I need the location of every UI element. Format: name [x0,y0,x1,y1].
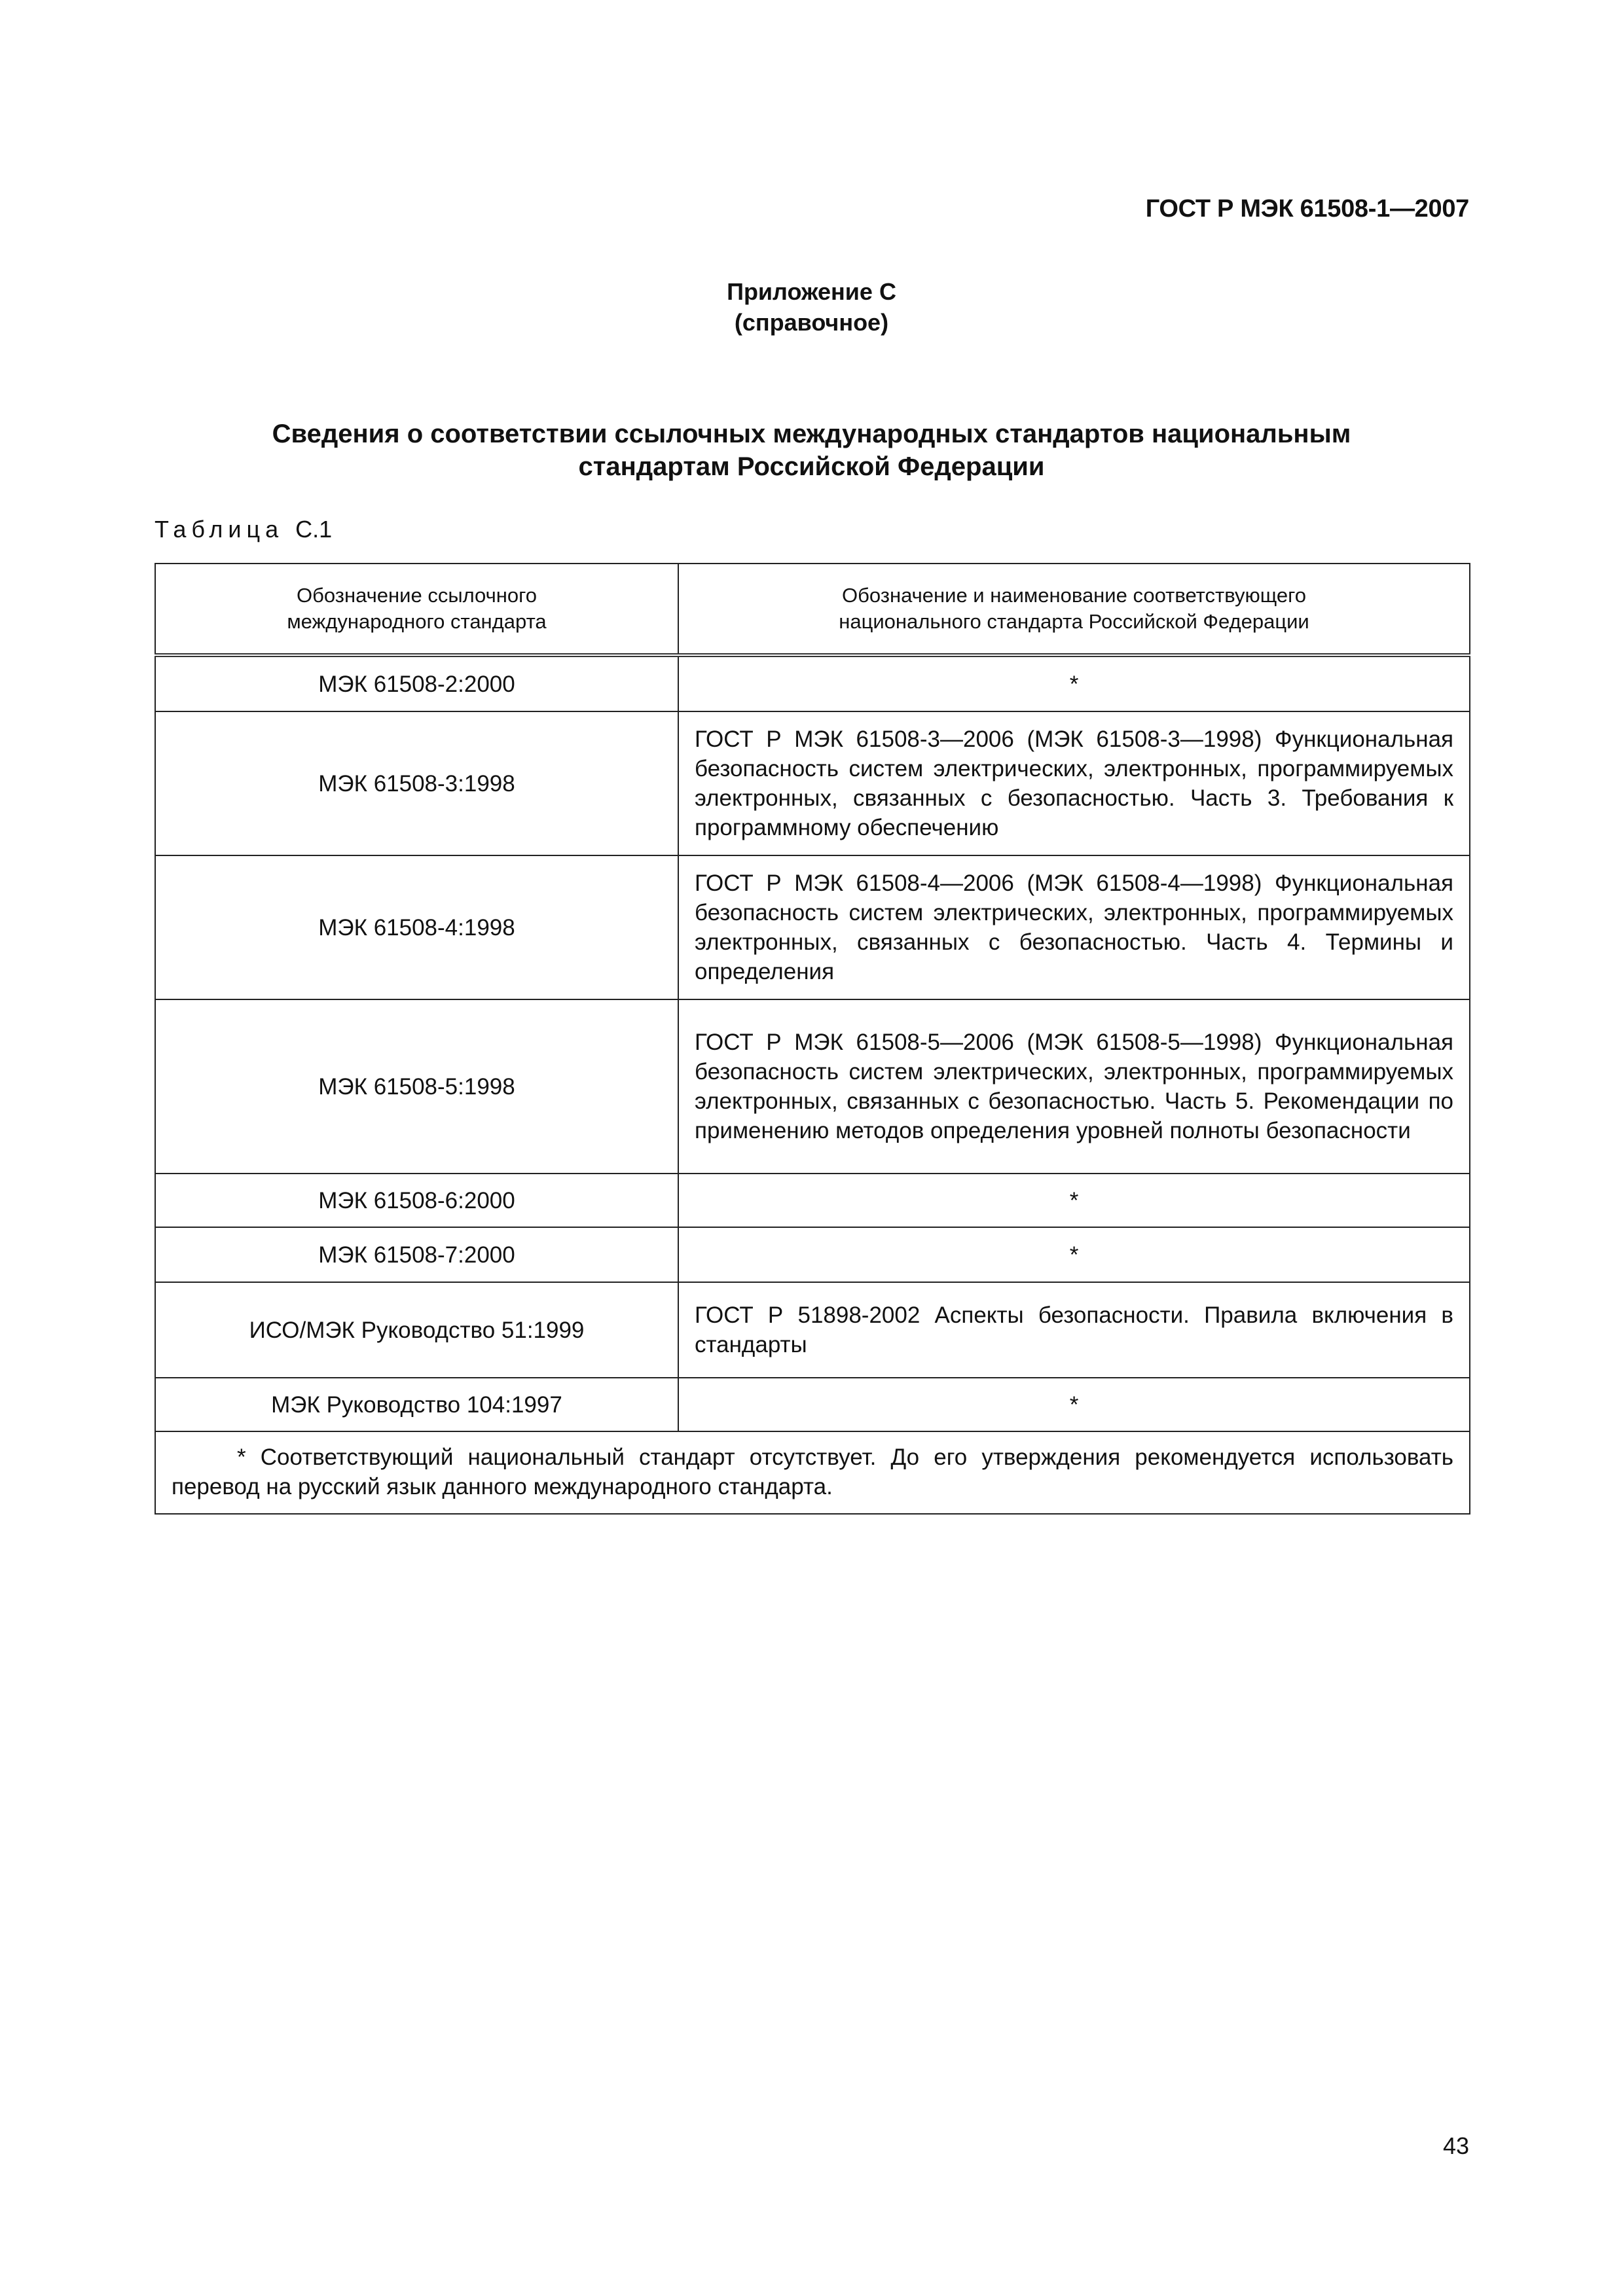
international-standard-cell: ИСО/МЭК Руководство 51:1999 [155,1282,678,1378]
table-row [155,1378,1470,1431]
international-standard-cell: МЭК Руководство 104:1997 [155,1378,678,1431]
international-standard-cell: МЭК 61508-5:1998 [155,999,678,1174]
document-code: ГОСТ Р МЭК 61508-1—2007 [1145,195,1469,223]
column-header-international [155,564,678,655]
appendix-title: Приложение С [727,278,896,305]
international-standard-cell: МЭК 61508-4:1998 [155,855,678,999]
column-header-national [678,564,1470,655]
appendix-type: (справочное) [734,309,889,336]
appendix-heading [0,276,1623,338]
international-standard-cell: МЭК 61508-7:2000 [155,1227,678,1282]
section-title [0,418,1623,483]
column-header-international-line-1: Обозначение ссылочного [297,584,537,607]
national-standard-cell: * [678,1174,1470,1227]
national-standard-cell: ГОСТ Р МЭК 61508-4—2006 (МЭК 61508-4—1998) Функциональная безопасность систем электрических, электронных, программируемых электронных, связанных с безопасностью. Часть 4. Термины и определения [678,855,1470,999]
national-standard-cell: * [678,1378,1470,1431]
national-standard-cell: * [678,655,1470,711]
table-row [155,1227,1470,1282]
national-standard-cell: * [678,1227,1470,1282]
table-header-row [155,564,1470,655]
column-header-national-line-2: национального стандарта Российской Федерации [839,610,1309,633]
table-caption-number: С.1 [295,516,333,543]
table-row [155,655,1470,711]
international-standard-cell: МЭК 61508-2:2000 [155,655,678,711]
footnote-row [155,1431,1470,1514]
international-standard-cell: МЭК 61508-3:1998 [155,711,678,855]
table-row [155,855,1470,999]
table-row [155,1282,1470,1378]
section-title-line-2: стандартам Российской Федерации [578,452,1045,481]
table-caption-label: Таблица [155,516,284,543]
table-row [155,711,1470,855]
column-header-international-line-2: международного стандарта [287,610,547,633]
table-row [155,999,1470,1174]
column-header-national-line-1: Обозначение и наименование соответствующего [841,584,1307,607]
table-caption [155,516,332,543]
standards-correspondence-table [155,563,1470,1515]
table-footnote: * Соответствующий национальный стандарт отсутствует. До его утверждения рекомендуется использовать перевод на русский язык данного международного стандарта. [155,1431,1470,1514]
national-standard-cell: ГОСТ Р МЭК 61508-3—2006 (МЭК 61508-3—1998) Функциональная безопасность систем электрических, электронных, программируемых электронных, связанных с безопасностью. Часть 3. Требования к программному обеспечению [678,711,1470,855]
national-standard-cell: ГОСТ Р 51898-2002 Аспекты безопасности. Правила включения в стандарты [678,1282,1470,1378]
national-standard-cell: ГОСТ Р МЭК 61508-5—2006 (МЭК 61508-5—1998) Функциональная безопасность систем электрических, электронных, программируемых электронных, связанных с безопасностью. Часть 5. Рекомендации по применению методов определения уровней полноты безопасности [678,999,1470,1174]
international-standard-cell: МЭК 61508-6:2000 [155,1174,678,1227]
section-title-line-1: Сведения о соответствии ссылочных международных стандартов национальным [272,420,1351,448]
page-number: 43 [1442,2132,1469,2159]
table-row [155,1174,1470,1227]
